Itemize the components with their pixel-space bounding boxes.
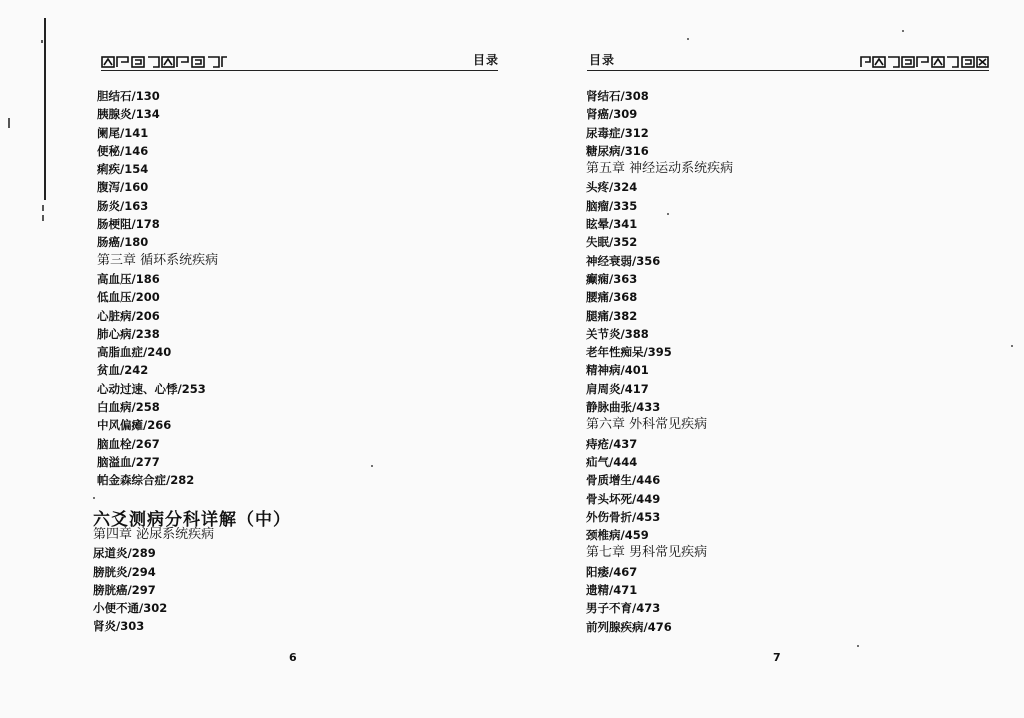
toc-entry: 高血压/186 [97,271,160,286]
toc-entry: 痔疮/437 [586,436,638,451]
toc-entry: 腰痛/368 [586,290,638,305]
toc-entry: 遗精/471 [586,583,638,598]
toc-list [586,87,733,636]
right-page [512,0,1024,718]
toc-entry: 精神病/401 [586,363,649,378]
toc-entry: 痢疾/154 [97,162,149,177]
scan-speck [1011,345,1013,347]
toc-entry: 男子不育/473 [586,601,661,616]
toc-entry: 癫痫/363 [586,271,638,286]
toc-entry: 心脏病/206 [97,308,160,323]
header-rule [101,70,498,71]
toc-entry: 尿毒症/312 [586,125,649,140]
toc-entry: 关节炎/388 [586,326,649,341]
toc-entry: 帕金森综合症/282 [97,473,195,488]
scan-mark [42,205,44,211]
header-title: 目录 [473,53,500,67]
toc-entry: 脑溢血/277 [97,454,160,469]
page-number: 6 [289,651,297,664]
scan-mark [42,215,44,221]
scan-speck [667,213,669,215]
toc-entry: 膀胱炎/294 [93,564,156,579]
toc-entry: 胰腺炎/134 [97,107,160,122]
toc-entry: 便秘/146 [97,143,149,158]
toc-entry: 低血压/200 [97,290,160,305]
toc-chapter-heading: 第四章 泌尿系统疾病 [93,527,215,542]
toc-entry: 疝气/444 [586,454,638,469]
toc-entry: 贫血/242 [97,363,149,378]
scan-speck [93,497,95,499]
toc-entry: 高脂血症/240 [97,345,172,360]
toc-entry: 小便不通/302 [93,601,168,616]
toc-entry: 白血病/258 [97,400,160,415]
toc-entry: 肾炎/303 [93,619,145,634]
scan-speck [857,645,859,647]
scan-speck [902,30,904,32]
toc-entry: 骨头坏死/449 [586,491,661,506]
scan-speck [371,465,373,467]
toc-entry: 尿道炎/289 [93,546,156,561]
scan-speck [687,38,689,40]
toc-chapter-heading: 第七章 男科常见疾病 [586,545,708,561]
toc-entry: 肺心病/238 [97,326,160,341]
toc-entry: 腹泻/160 [97,180,149,195]
book-title: 六爻测病分科详解（中） [93,510,291,530]
toc-entry: 神经衰弱/356 [586,253,661,268]
toc-entry: 中风偏瘫/266 [97,418,172,433]
toc-entry: 膀胱癌/297 [93,582,156,597]
toc-entry: 肾结石/308 [586,89,649,103]
toc-entry: 肠梗阻/178 [97,217,160,232]
toc-entry: 腿痛/382 [586,308,638,323]
toc-entry: 心动过速、心悸/253 [97,381,206,396]
toc-entry: 肠炎/163 [97,198,149,213]
toc-entry: 静脉曲张/433 [586,400,661,415]
binding-edge-line [44,18,46,200]
toc-chapter-heading: 第六章 外科常见疾病 [586,417,708,433]
toc-list-bottom [93,526,214,636]
scan-mark [41,40,43,43]
toc-entry: 老年性痴呆/395 [586,345,672,360]
toc-entry: 糖尿病/316 [586,143,649,158]
header-title: 目录 [589,53,616,67]
page-number: 7 [773,651,781,664]
toc-entry: 肠癌/180 [97,235,149,250]
toc-list-top [97,87,218,490]
header-ornament [101,55,229,69]
toc-entry: 脑血栓/267 [97,436,160,451]
toc-chapter-heading: 第五章 神经运动系统疾病 [586,161,734,177]
toc-entry: 骨质增生/446 [586,473,661,488]
header-rule [587,70,989,71]
toc-entry: 外伤骨折/453 [586,509,661,524]
toc-entry: 失眠/352 [586,235,638,250]
toc-entry: 胆结石/130 [97,89,160,103]
toc-entry: 阳痿/467 [586,564,638,579]
toc-chapter-heading: 第三章 循环系统疾病 [97,252,219,268]
toc-entry: 脑瘤/335 [586,198,638,213]
toc-entry: 头疼/324 [586,180,638,195]
header-ornament [860,55,990,69]
toc-entry: 前列腺疾病/476 [586,619,672,634]
toc-entry: 肾癌/309 [586,107,638,122]
scan-mark [8,118,10,128]
toc-entry: 阑尾/141 [97,125,149,140]
toc-entry: 眩晕/341 [586,217,638,232]
toc-entry: 肩周炎/417 [586,381,649,396]
toc-entry: 颈椎病/459 [586,528,649,543]
